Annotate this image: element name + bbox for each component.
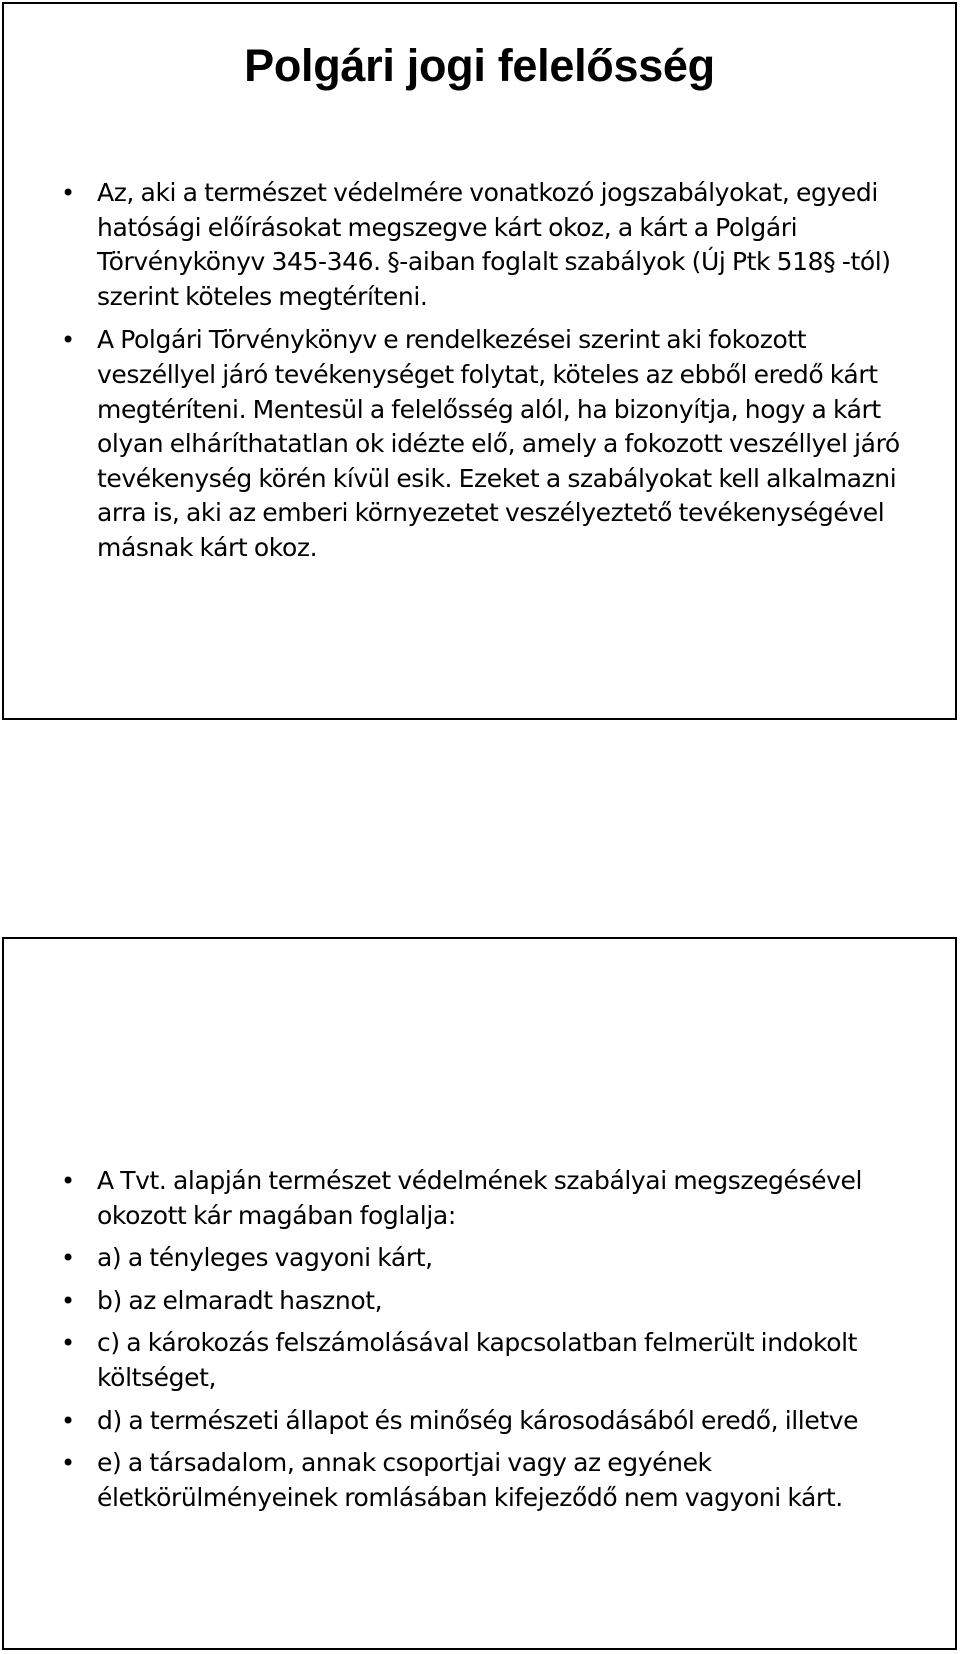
- bullet-icon: •: [61, 1406, 75, 1435]
- bullet-icon: •: [61, 1286, 75, 1315]
- list-item: [4, 1241, 955, 1276]
- bullet-text: Az, aki a természet védelmére vonatkozó jogszabályokat, egyedi hatósági előírásokat megszegve kárt okoz, a kárt a Polgári Törvénykönyv 345-346. §-aiban foglalt szabályok (Új Ptk 518§ -tól) szerint köteles megtéríteni.: [97, 178, 891, 311]
- slide-1: [2, 2, 957, 720]
- bullet-icon: •: [61, 179, 75, 207]
- bullet-text: e) a társadalom, annak csoportjai vagy az egyének életkörülményeinek romlásában kifejeződő nem vagyoni kárt.: [97, 1448, 843, 1512]
- bullet-list: [4, 176, 955, 575]
- bullet-text: c) a károkozás felszámolásával kapcsolatban felmerült indokolt költséget,: [97, 1328, 858, 1392]
- list-item: [4, 1284, 955, 1319]
- bullet-icon: •: [61, 1244, 75, 1273]
- list-item: [4, 1164, 955, 1233]
- list-item: [4, 1446, 955, 1515]
- list-item: [4, 1326, 955, 1395]
- list-item: [4, 323, 955, 565]
- bullet-icon: •: [61, 1449, 75, 1478]
- slide-title: Polgári jogi felelősség: [244, 40, 715, 91]
- bullet-icon: •: [61, 1329, 75, 1358]
- bullet-text: a) a tényleges vagyoni kárt,: [97, 1243, 433, 1273]
- bullet-icon: •: [61, 326, 75, 355]
- bullet-text: A Tvt. alapján természet védelmének szabályai megszegésével okozott kár magában foglalja:: [97, 1166, 863, 1230]
- bullet-text: d) a természeti állapot és minőség károsodásából eredő, illetve: [97, 1405, 859, 1435]
- slide-2: [2, 937, 957, 1650]
- bullet-text: b) az elmaradt hasznot,: [97, 1285, 383, 1315]
- list-item: [4, 176, 955, 314]
- bullet-icon: •: [61, 1167, 75, 1195]
- bullet-text: A Polgári Törvénykönyv e rendelkezései szerint aki fokozott veszéllyel járó tevékenységet folytat, köteles az ebből eredő kárt megtéríteni. Mentesül a felelősség alól, ha bizonyítja, hogy a kárt olyan elháríthatatlan ok idézte elő, amely a fokozott veszéllyel járó tevékenység körén kívül esik. Ezeket a szabályokat kell alkalmazni arra is, aki az emberi környezetet veszélyeztető tevékenységével másnak kárt okoz.: [97, 325, 900, 562]
- list-item: [4, 1404, 955, 1439]
- bullet-list: [4, 1164, 955, 1523]
